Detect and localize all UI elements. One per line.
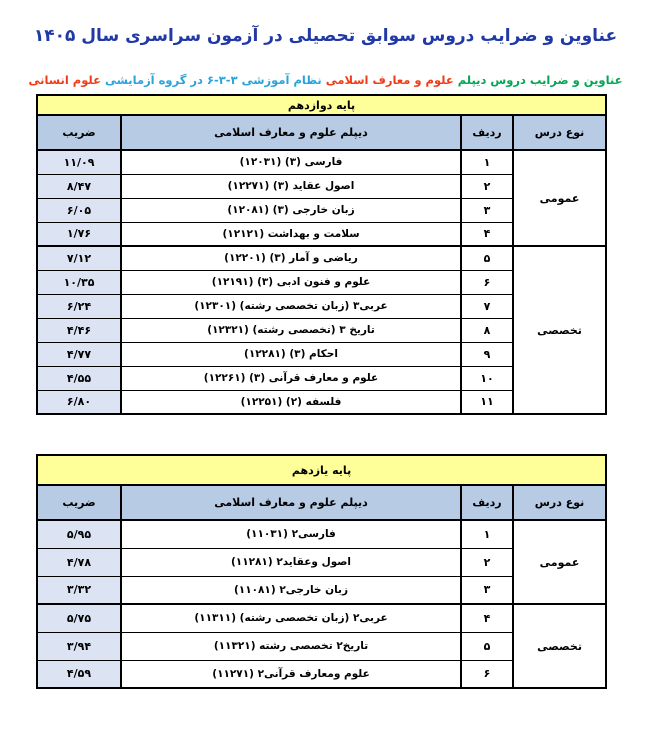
row-number-cell: ۱۰ [461,366,513,390]
course-name-cell: فارسی (۳) (۱۲۰۳۱) [121,150,461,174]
row-number-cell: ۶ [461,270,513,294]
table-row [37,150,606,174]
grade-tables-container [36,94,607,689]
grade-table-1 [36,94,607,415]
subtitle-segment-nezam: نظام آموزشی ۳-۳-۶ در گروه آزمایشی [100,73,322,87]
row-number-cell: ۳ [461,576,513,604]
row-number-cell: ۲ [461,548,513,576]
course-name-cell: فلسفه (۲) (۱۲۲۵۱) [121,390,461,414]
coefficient-cell: ۴/۷۸ [37,548,121,576]
course-name-cell: زبان خارجی (۳) (۱۲۰۸۱) [121,198,461,222]
coefficient-cell: ۶/۰۵ [37,198,121,222]
coefficient-cell: ۱۰/۳۵ [37,270,121,294]
coefficient-cell: ۶/۲۴ [37,294,121,318]
col-header-coef: ضریب [37,485,121,520]
coefficient-cell: ۶/۸۰ [37,390,121,414]
coefficient-cell: ۷/۱۲ [37,246,121,270]
table-row [37,604,606,632]
course-name-cell: علوم و فنون ادبی (۳) (۱۲۱۹۱) [121,270,461,294]
subtitle-segment-olum-maaref: علوم و معارف اسلامی [321,73,454,87]
col-header-type: نوع درس [513,485,606,520]
grade-banner: پایه یازدهم [37,455,606,485]
column-header-row [37,485,606,520]
coefficient-cell: ۴/۵۵ [37,366,121,390]
row-number-cell: ۲ [461,174,513,198]
row-number-cell: ۵ [461,246,513,270]
course-name-cell: تاریخ ۳ (تخصصی رشته) (۱۲۳۲۱) [121,318,461,342]
course-name-cell: اصول عقاید (۳) (۱۲۲۷۱) [121,174,461,198]
row-number-cell: ۵ [461,632,513,660]
course-name-cell: تاریخ۲ تخصصی رشته (۱۱۳۲۱) [121,632,461,660]
subtitle-segment-diploma: عناوین و ضرایب دروس دیپلم [453,73,623,87]
col-header-course: دیپلم علوم و معارف اسلامی [121,115,461,150]
coefficient-cell: ۱/۷۶ [37,222,121,246]
coefficient-cell: ۴/۵۹ [37,660,121,688]
course-name-cell: زبان خارجی۲ (۱۱۰۸۱) [121,576,461,604]
page-title: عناوین و ضرایب دروس سوابق تحصیلی در آزمون سراسری سال ۱۴۰۵ [33,26,618,46]
course-type-cell: عمومی [513,520,606,604]
course-type-cell: عمومی [513,150,606,246]
course-name-cell: ریاضی و آمار (۳) (۱۲۲۰۱) [121,246,461,270]
row-number-cell: ۷ [461,294,513,318]
coefficient-cell: ۳/۹۴ [37,632,121,660]
course-name-cell: عربی۳ (زبان تخصصی رشته) (۱۲۳۰۱) [121,294,461,318]
grade-table-2 [36,454,607,689]
row-number-cell: ۹ [461,342,513,366]
row-number-cell: ۴ [461,604,513,632]
course-name-cell: عربی۲ (زبان تخصصی رشته) (۱۱۳۱۱) [121,604,461,632]
row-number-cell: ۸ [461,318,513,342]
column-header-row [37,115,606,150]
page-subtitle [0,73,651,87]
course-name-cell: سلامت و بهداشت (۱۲۱۲۱) [121,222,461,246]
subtitle-segment-ensani: علوم انسانی [28,73,101,87]
course-type-cell: تخصصی [513,604,606,688]
table-row [37,246,606,270]
coefficient-cell: ۱۱/۰۹ [37,150,121,174]
coefficient-cell: ۴/۴۶ [37,318,121,342]
coefficient-cell: ۵/۹۵ [37,520,121,548]
row-number-cell: ۱ [461,150,513,174]
grade-banner-row [37,95,606,115]
row-number-cell: ۱ [461,520,513,548]
course-name-cell: علوم و معارف قرآنی (۳) (۱۲۲۶۱) [121,366,461,390]
col-header-coef: ضریب [37,115,121,150]
coefficient-cell: ۸/۴۷ [37,174,121,198]
col-header-row-number: ردیف [461,115,513,150]
row-number-cell: ۳ [461,198,513,222]
col-header-course: دیپلم علوم و معارف اسلامی [121,485,461,520]
table-row [37,520,606,548]
coefficient-cell: ۴/۷۷ [37,342,121,366]
row-number-cell: ۶ [461,660,513,688]
coefficient-cell: ۵/۷۵ [37,604,121,632]
grade-banner-row [37,455,606,485]
course-name-cell: فارسی۲ (۱۱۰۳۱) [121,520,461,548]
course-name-cell: احکام (۳) (۱۲۲۸۱) [121,342,461,366]
coefficient-cell: ۳/۳۲ [37,576,121,604]
grade-banner: پایه دوازدهم [37,95,606,115]
col-header-row-number: ردیف [461,485,513,520]
course-name-cell: اصول وعقاید۲ (۱۱۲۸۱) [121,548,461,576]
row-number-cell: ۱۱ [461,390,513,414]
course-type-cell: تخصصی [513,246,606,414]
course-name-cell: علوم ومعارف قرآنی۲ (۱۱۲۷۱) [121,660,461,688]
col-header-type: نوع درس [513,115,606,150]
row-number-cell: ۴ [461,222,513,246]
